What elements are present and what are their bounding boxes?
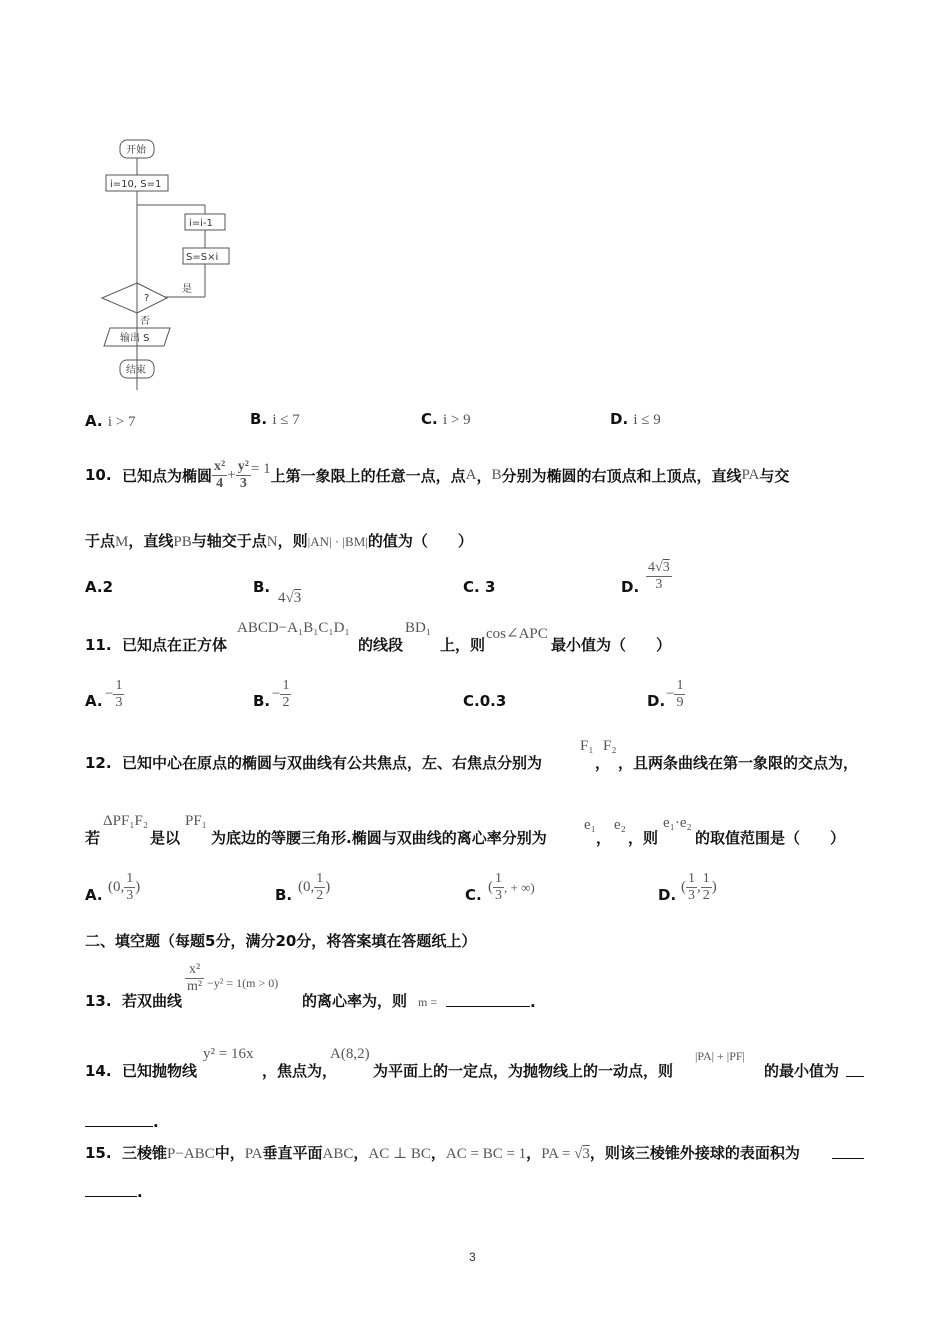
q14-answer-blank-start[interactable] (846, 1060, 864, 1081)
math-expr: A(8,2) (330, 1046, 370, 1062)
question-text: 已知点为椭圆 (122, 466, 213, 485)
page-number: 3 (469, 1250, 476, 1264)
q10-option-c (463, 578, 495, 596)
denominator: 3 (239, 475, 247, 491)
math-expr: |PA| + |PF| (695, 1049, 745, 1063)
q10-option-d-value (646, 560, 672, 593)
flow-condition-label: ? (144, 293, 150, 304)
radicand: 3 (293, 590, 302, 606)
math-symbol: − (272, 686, 281, 702)
q15-line: 15. 三棱锥 P−ABC 中， PA 垂直平面 ABC ， AC ⊥ BC ， AC = BC = 1 ， PA = √ 3 ，则该三棱锥外接球的表面积为 (85, 1144, 800, 1162)
math-var: M (115, 534, 129, 550)
math-expr: P−ABC (167, 1146, 215, 1162)
math-var: PA (244, 1146, 263, 1162)
math-expr: AC = BC = 1 (445, 1146, 527, 1162)
math-symbol: = 1 (250, 460, 271, 477)
radicand: 3 (582, 1146, 590, 1162)
q10-option-b (253, 578, 270, 596)
denominator: 3 (688, 888, 695, 903)
punct: ， (596, 829, 612, 847)
option-value: i ≤ 7 (272, 412, 300, 428)
math-var: A (465, 466, 477, 483)
question-text: 与交 (759, 466, 790, 485)
fraction (701, 871, 712, 904)
punct: ， (526, 1144, 542, 1162)
q9-option-a (85, 412, 135, 431)
question-number: 11. (85, 636, 112, 654)
option-label: D. (610, 410, 629, 428)
flow-condition-diamond (102, 283, 167, 313)
fraction (686, 871, 697, 904)
denominator: 3 (655, 577, 663, 592)
q12-option-d-label (658, 886, 676, 904)
q10-option-a (85, 578, 113, 596)
q12-option-b-value (298, 871, 330, 904)
numerator: 4√3 (648, 560, 670, 575)
question-text: 的线段 (358, 636, 404, 654)
math-symbol: ) (135, 879, 141, 895)
math-symbol: ) (711, 879, 717, 895)
question-text: 已知中心在原点的椭圆与双曲线有公共焦点，左、右焦点分别为 (122, 754, 543, 772)
question-text: 上，则 (440, 636, 486, 654)
numerator: 1 (495, 871, 502, 886)
q13-answer-blank[interactable] (446, 990, 536, 1011)
question-text: 于点 (85, 532, 116, 550)
segment-name: BD₁ (405, 620, 432, 636)
numerator: x² (185, 962, 204, 979)
question-text: 的最小值为 (764, 1062, 840, 1080)
option-value: i > 9 (442, 412, 471, 428)
question-text: 若双曲线 (122, 992, 183, 1010)
q14-line (85, 1060, 197, 1081)
numerator: 1 (316, 871, 324, 886)
option-label: C. (463, 578, 480, 596)
q10-option-d (621, 578, 639, 596)
option-label: D. (647, 692, 666, 710)
question-text: 上第一象限上的任意一点，点 (270, 466, 466, 485)
q11-option-c (463, 692, 506, 710)
denominator: m² (187, 979, 203, 994)
math-var: e₁ (584, 817, 596, 833)
q11-option-d-label (647, 692, 665, 710)
math-var: N (266, 534, 278, 550)
denominator: 9 (676, 695, 684, 710)
math-var: PB (173, 534, 192, 550)
q13-fraction (185, 962, 204, 995)
option-value: 0.3 (479, 692, 507, 710)
question-text: 已知点在正方体 (122, 636, 228, 654)
option-label: A. (85, 886, 103, 904)
math-var: F₁ (580, 738, 594, 754)
option-label: D. (621, 578, 640, 596)
question-text: 为底边的等腰三角形.椭圆与双曲线的离心率分别为 (211, 829, 547, 847)
fraction (280, 678, 291, 711)
q15-answer-blank-start[interactable] (832, 1142, 864, 1163)
q12-option-c-label (465, 886, 482, 904)
punct: ， (476, 466, 492, 485)
q12-option-a-label (85, 886, 103, 904)
question-text: 的取值范围是（ ） (695, 829, 846, 847)
question-text: ，则 (277, 532, 308, 550)
math-var: F₂ (603, 738, 617, 754)
math-symbol: ( (488, 879, 493, 895)
math-expr: PA = (541, 1146, 571, 1162)
math-var: m = (418, 995, 438, 1009)
numerator: 1 (676, 678, 684, 693)
option-label: B. (253, 692, 271, 710)
math-expr: −y² = 1(m > 0) (207, 976, 279, 990)
radicand: 3 (662, 560, 670, 575)
question-text: 中， (214, 1144, 245, 1162)
math-symbol: ) (325, 879, 331, 895)
question-text: 最小值为（ ） (551, 636, 672, 654)
option-label: A. (85, 578, 103, 596)
denominator: 3 (126, 888, 134, 903)
question-number: 15. (85, 1144, 112, 1162)
fraction (674, 678, 685, 711)
question-text: 若 (85, 829, 101, 847)
fraction (236, 459, 251, 492)
q12-option-a-value (108, 871, 140, 904)
math-expr: AC ⊥ BC (368, 1146, 431, 1162)
punct: . (137, 1183, 143, 1201)
denominator: 4 (216, 475, 224, 491)
option-label: C. (421, 410, 438, 428)
flow-output-label: 输出 S (120, 333, 150, 344)
question-text: ，则该三棱锥外接球的表面积为 (589, 1144, 800, 1162)
section-heading: 二、填空题（每题5分，满分20分，将答案填在答题纸上） (85, 932, 477, 950)
coefficient: 4 (278, 590, 286, 606)
flow-end-label: 结束 (126, 365, 146, 376)
q12-option-d-value (681, 871, 717, 904)
math-expr: y² = 16x (203, 1046, 254, 1062)
question-text: ，直线 (128, 532, 174, 550)
q15-answer-blank-end[interactable] (85, 1180, 143, 1201)
denominator: 3 (115, 695, 123, 710)
math-expr: e₁·e₂ (663, 815, 692, 831)
denominator: 2 (316, 888, 324, 903)
question-text: ，则 (628, 829, 659, 847)
question-text: 垂直平面 (262, 1144, 323, 1162)
question-text: ，且两条曲线在第一象限的交点为， (618, 754, 859, 772)
question-number: 13. (85, 992, 112, 1010)
q12-option-b-label (275, 886, 292, 904)
flow-decrement-label: i=i-1 (189, 218, 213, 229)
option-value: 3 (484, 578, 496, 596)
option-value: i > 7 (107, 414, 136, 430)
q11-option-a-value (105, 678, 124, 711)
question-text: 与轴交于点 (191, 532, 267, 550)
option-label: A. (85, 412, 103, 430)
q12-line1 (85, 752, 542, 773)
question-number: 12. (85, 754, 112, 772)
fraction (493, 871, 504, 904)
q9-option-d (610, 410, 661, 429)
math-var: e₂ (614, 817, 626, 833)
math-symbol: − (666, 686, 675, 702)
math-var: B (491, 466, 502, 483)
cube-name: ABCD−A₁B₁C₁D₁ (237, 620, 350, 636)
math-symbol: , (697, 879, 701, 895)
question-text: 已知抛物线 (122, 1062, 198, 1080)
question-text: 三棱锥 (122, 1144, 168, 1162)
q11-line (85, 634, 227, 655)
q13-line (85, 990, 182, 1011)
coefficient: 4 (648, 560, 655, 575)
flow-start-label: 开始 (126, 145, 146, 156)
math-var: ABC (322, 1146, 354, 1162)
question-text: 的离心率为，则 (302, 992, 408, 1010)
punct: ， (430, 1144, 446, 1162)
numerator: 1 (688, 871, 695, 886)
math-symbol: (0, (298, 879, 315, 895)
option-value: 2 (102, 578, 114, 596)
numerator: 1 (702, 871, 710, 886)
q10-option-b-value: 4√3 (278, 590, 302, 606)
q11-option-b-value (272, 678, 291, 711)
option-label: D. (658, 886, 677, 904)
question-number: 10. (85, 466, 112, 484)
option-label: B. (275, 886, 293, 904)
q10-line2 (85, 530, 473, 551)
fraction (314, 871, 325, 904)
math-symbol: ( (681, 879, 686, 895)
numerator: 1 (126, 871, 134, 886)
fraction (646, 560, 672, 593)
q11-option-a-label (85, 692, 103, 710)
flow-no-label: 否 (140, 316, 150, 327)
numerator: x² (214, 458, 226, 474)
math-symbol: − (105, 686, 114, 702)
option-label: A. (85, 692, 103, 710)
math-expr: |AN| · |BM| (307, 534, 368, 549)
math-expr: ΔPF₁F₂ (103, 813, 149, 829)
fraction (113, 678, 124, 711)
q10-line1 (85, 450, 789, 500)
denominator: 3 (495, 888, 502, 903)
flow-init-label: i=10, S=1 (110, 179, 162, 190)
math-var: PF₁ (185, 813, 207, 829)
q9-option-b (250, 410, 300, 429)
denominator: 2 (282, 695, 290, 710)
q12-option-c-value (488, 871, 535, 904)
punct: ， (595, 754, 611, 772)
question-text: 为平面上的一定点，为抛物线上的一动点，则 (373, 1062, 674, 1080)
fraction (212, 459, 227, 492)
math-symbol: , + ∞) (504, 879, 535, 895)
flow-multiply-label: S=S×i (186, 252, 219, 263)
math-var: PA (741, 466, 760, 483)
math-symbol: (0, (108, 879, 125, 895)
q11-option-b-label (253, 692, 270, 710)
question-text: 是以 (150, 829, 181, 847)
option-label: B. (250, 410, 268, 428)
option-label: C. (463, 692, 480, 710)
fraction (124, 871, 135, 904)
option-label: B. (253, 578, 271, 596)
punct: ， (353, 1144, 369, 1162)
flowchart-diagram (90, 130, 250, 390)
math-symbol: + (227, 466, 236, 483)
q14-answer-blank-end[interactable] (85, 1110, 159, 1131)
q9-option-c (421, 410, 471, 429)
q11-option-d-value (666, 678, 685, 711)
question-number: 14. (85, 1062, 112, 1080)
numerator: 1 (115, 678, 123, 693)
question-text: 的值为（ ） (367, 532, 473, 550)
question-text: ，焦点为， (262, 1062, 338, 1080)
numerator: y² (237, 458, 249, 474)
flow-yes-label: 是 (182, 284, 192, 295)
option-value: i ≤ 9 (633, 412, 661, 428)
question-text: 分别为椭圆的右顶点和上顶点，直线 (501, 466, 742, 485)
denominator: 2 (702, 888, 710, 903)
punct: . (530, 993, 536, 1011)
punct: . (153, 1113, 159, 1131)
math-expr: cos∠APC (486, 626, 548, 642)
numerator: 1 (282, 678, 290, 693)
fraction (185, 962, 204, 995)
option-label: C. (465, 886, 482, 904)
